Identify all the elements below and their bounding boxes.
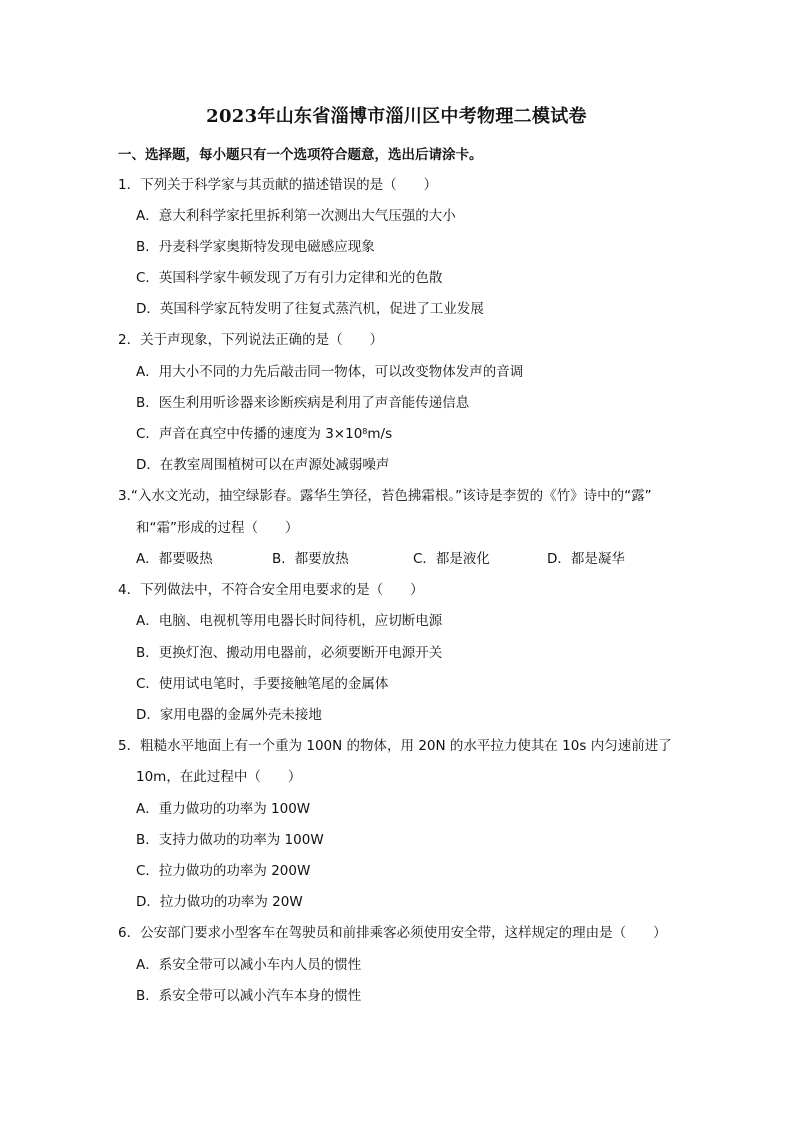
- question-3-stem-line1: 3.“入水文光动，抽空绿影春。露华生笋径，苔色拂霜根。”该诗是李贺的《竹》诗中的“露”: [118, 488, 652, 504]
- question-6-stem: 6．公安部门要求小型客车在驾驶员和前排乘客必须使用安全带，这样规定的理由是（ ）: [118, 925, 667, 941]
- question-4-option-d: D．家用电器的金属外壳未接地: [136, 707, 322, 723]
- question-2-option-b: B．医生利用听诊器来诊断疾病是利用了声音能传递信息: [136, 395, 470, 411]
- question-5-stem-line2: 10m，在此过程中（ ）: [136, 769, 302, 785]
- question-5-option-c: C．拉力做功的功率为 200W: [136, 863, 311, 879]
- question-4-option-c: C．使用试电笔时，手要接触笔尾的金属体: [136, 676, 389, 692]
- question-6-option-a: A．系安全带可以减小车内人员的惯性: [136, 957, 362, 973]
- question-5-option-a: A．重力做功的功率为 100W: [136, 801, 311, 817]
- question-1-option-b: B．丹麦科学家奥斯特发现电磁感应现象: [136, 239, 375, 255]
- section-heading: 一、选择题，每小题只有一个选项符合题意，选出后请涂卡。: [118, 147, 483, 163]
- question-2-option-c: [136, 424, 392, 444]
- question-2-option-a: A．用大小不同的力先后敲击同一物体，可以改变物体发声的音调: [136, 364, 524, 380]
- question-2-option-d: D．在教室周围植树可以在声源处减弱噪声: [136, 457, 390, 473]
- question-5-option-b: B．支持力做功的功率为 100W: [136, 832, 324, 848]
- question-4-stem: 4．下列做法中，不符合安全用电要求的是（ ）: [118, 582, 424, 598]
- question-4-option-b: B．更换灯泡、搬动用电器前，必须要断开电源开关: [136, 645, 443, 661]
- question-1-stem: 1．下列关于科学家与其贡献的描述错误的是（ ）: [118, 177, 438, 193]
- question-1-option-a: A．意大利科学家托里拆利第一次测出大气压强的大小: [136, 208, 456, 224]
- question-2-stem: 2．关于声现象，下列说法正确的是（ ）: [118, 332, 384, 348]
- question-3-option-d: D．都是凝华: [547, 551, 625, 567]
- question-3-option-b: B．都要放热: [272, 551, 349, 567]
- exam-title: 2023年山东省淄博市淄川区中考物理二模试卷: [206, 106, 587, 127]
- question-5-option-d: D．拉力做功的功率为 20W: [136, 894, 303, 910]
- unit: m/s: [367, 426, 393, 442]
- question-5-stem-line1: 5．粗糙水平地面上有一个重为 100N 的物体，用 20N 的水平拉力使其在 10s 内匀速前进了: [118, 738, 672, 754]
- question-3-option-a: A．都要吸热: [136, 551, 213, 567]
- question-4-option-a: A．电脑、电视机等用电器长时间待机，应切断电源: [136, 613, 443, 629]
- question-3-option-c: C．都是液化: [413, 551, 490, 567]
- question-3-stem-line2: 和“霜”形成的过程（ ）: [136, 520, 299, 536]
- exponent: 8: [362, 427, 368, 436]
- question-1-option-c: C．英国科学家牛顿发现了万有引力定律和光的色散: [136, 270, 443, 286]
- question-1-option-d: D．英国科学家瓦特发明了往复式蒸汽机，促进了工业发展: [136, 301, 484, 317]
- option-c-text: C．声音在真空中传播的速度为 3×10: [136, 426, 363, 442]
- question-6-option-b: B．系安全带可以减小汽车本身的惯性: [136, 988, 362, 1004]
